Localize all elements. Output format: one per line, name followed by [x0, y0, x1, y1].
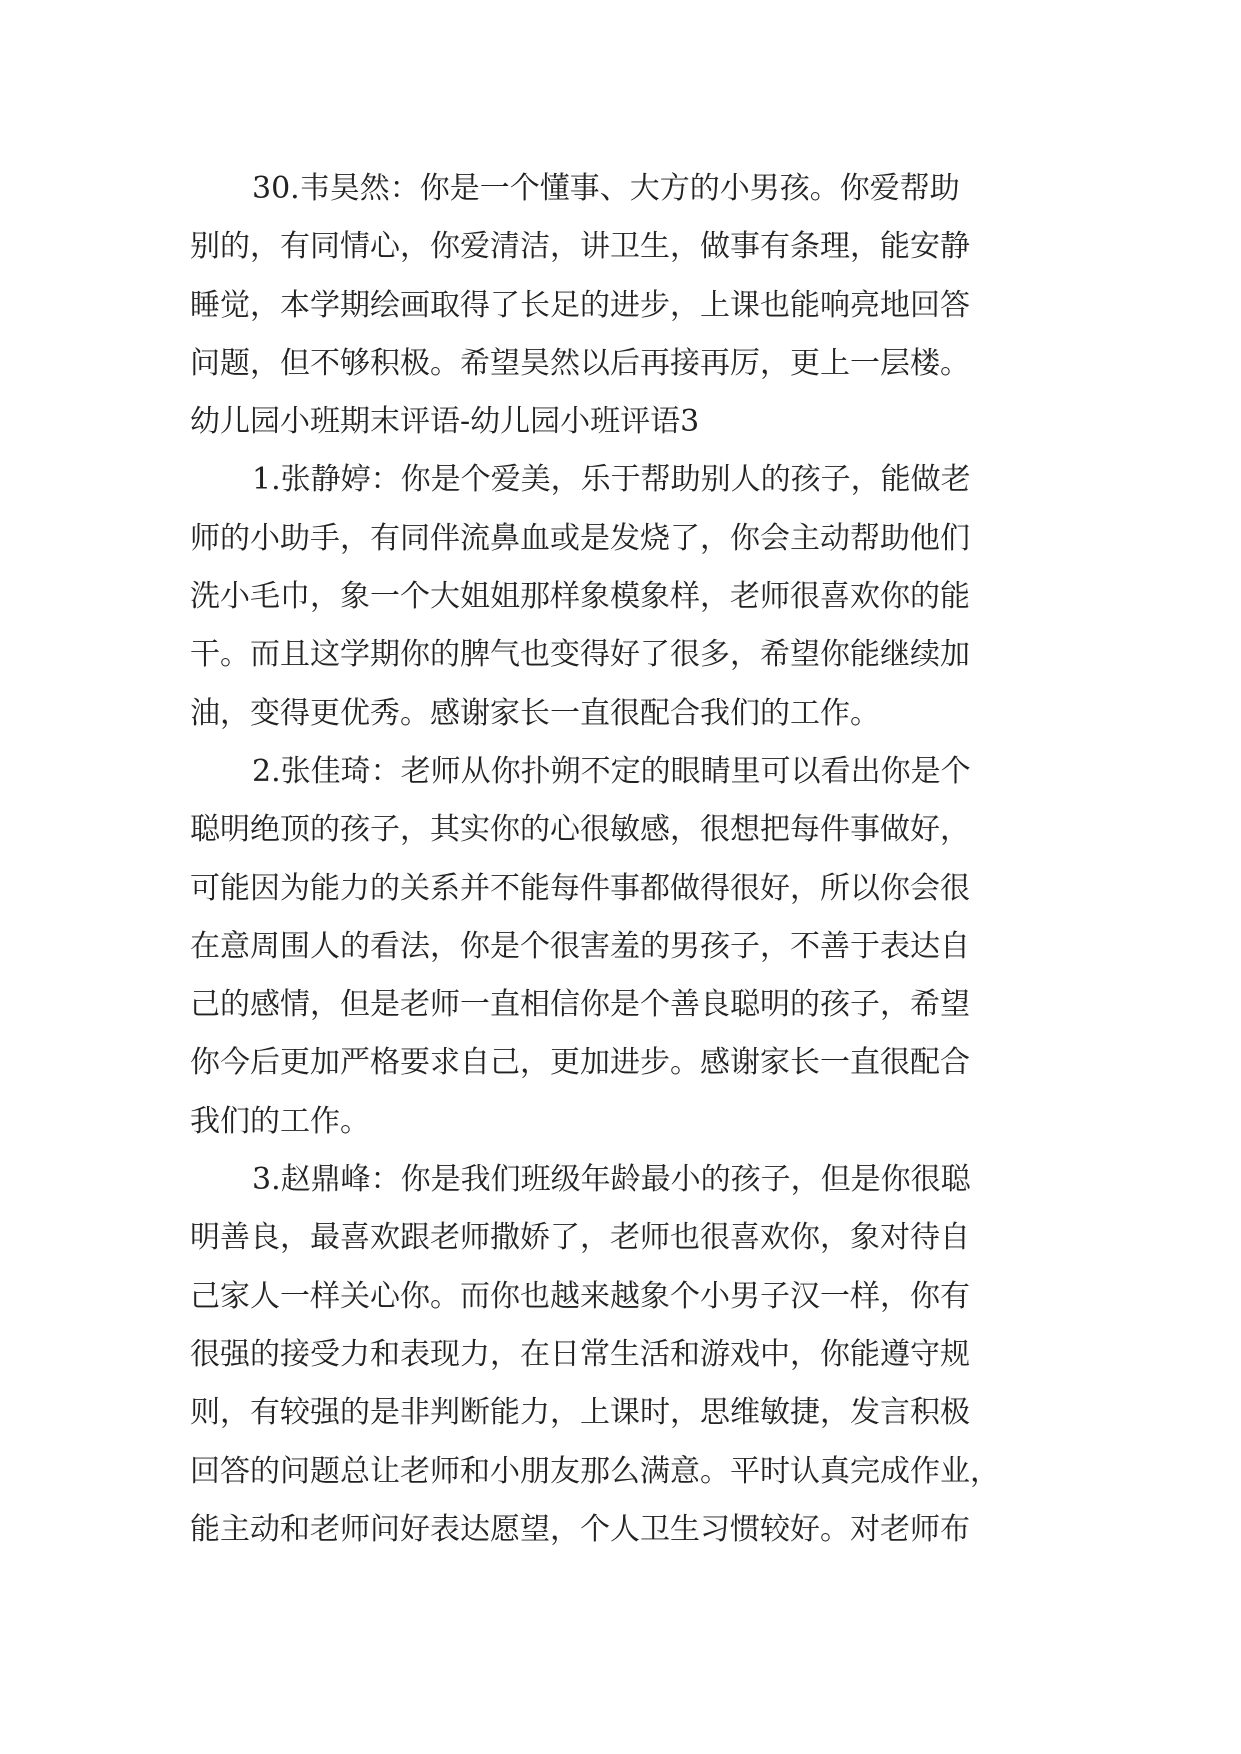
paragraph-2 [190, 743, 1065, 1151]
text-line: 你今后更加严格要求自己，更加进步。感谢家长一直很配合 [190, 1045, 970, 1081]
heading-line: 幼儿园小班期末评语-幼儿园小班评语3 [190, 404, 700, 440]
text-line: 睡觉，本学期绘画取得了长足的进步，上课也能响亮地回答 [190, 287, 970, 323]
text-line: 油，变得更优秀。感谢家长一直很配合我们的工作。 [190, 695, 880, 731]
section-heading [190, 393, 1065, 451]
text-line: 问题，但不够积极。希望昊然以后再接再厉，更上一层楼。 [190, 345, 970, 381]
text-line: 回答的问题总让老师和小朋友那么满意。平时认真完成作业， [190, 1453, 1000, 1489]
text-line: 在意周围人的看法，你是个很害羞的男孩子，不善于表达自 [190, 928, 970, 964]
text-line: 师的小助手，有同伴流鼻血或是发烧了，你会主动帮助他们 [190, 520, 970, 556]
text-line: 聪明绝顶的孩子，其实你的心很敏感，很想把每件事做好， [190, 812, 970, 848]
text-line: 别的，有同情心，你爱清洁，讲卫生，做事有条理，能安静 [190, 229, 970, 265]
text-line: 能主动和老师问好表达愿望，个人卫生习惯较好。对老师布 [190, 1511, 970, 1547]
text-line: 己的感情，但是老师一直相信你是个善良聪明的孩子，希望 [190, 987, 970, 1023]
text-line: 可能因为能力的关系并不能每件事都做得很好，所以你会很 [190, 870, 970, 906]
text-line: 30.韦昊然：你是一个懂事、大方的小男孩。你爱帮助 [252, 171, 960, 206]
text-line: 己家人一样关心你。而你也越来越象个小男子汉一样，你有 [190, 1278, 970, 1314]
text-line: 我们的工作。 [190, 1103, 370, 1139]
paragraph-3 [190, 1151, 1065, 1559]
text-line: 洗小毛巾，象一个大姐姐那样象模象样，老师很喜欢你的能 [190, 579, 970, 615]
paragraph-30 [190, 160, 1065, 393]
text-line: 很强的接受力和表现力，在日常生活和游戏中，你能遵守规 [190, 1336, 970, 1372]
text-line: 3.赵鼎峰：你是我们班级年龄最小的孩子，但是你很聪 [252, 1162, 971, 1198]
document-body [190, 160, 1065, 1559]
paragraph-1 [190, 451, 1065, 742]
text-line: 明善良，最喜欢跟老师撒娇了，老师也很喜欢你，象对待自 [190, 1220, 970, 1256]
text-line: 1.张静婷：你是个爱美，乐于帮助别人的孩子，能做老 [252, 462, 971, 498]
text-line: 干。而且这学期你的脾气也变得好了很多，希望你能继续加 [190, 637, 970, 673]
text-line: 2.张佳琦：老师从你扑朔不定的眼睛里可以看出你是个 [252, 753, 971, 789]
text-line: 则，有较强的是非判断能力，上课时，思维敏捷，发言积极 [190, 1395, 970, 1431]
